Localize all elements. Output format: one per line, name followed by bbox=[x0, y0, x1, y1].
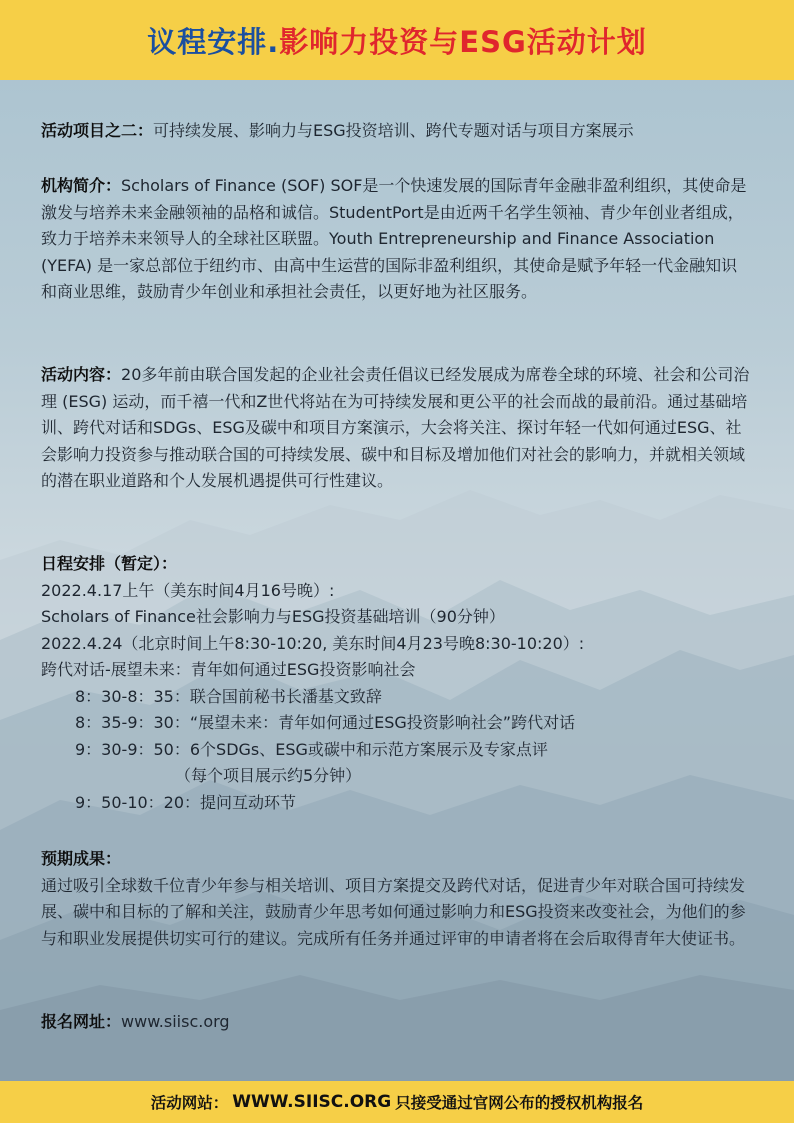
content-section bbox=[41, 362, 753, 495]
outcome-text: 通过吸引全球数千位青少年参与相关培训、项目方案提交及跨代对话，促进青少年对联合国可持续发展、碳中和目标的了解和关注，鼓励青少年思考如何通过影响力和ESG投资来改变社会，为他们的参与和职业发展提供切实可行的建议。完成所有任务并通过评审的申请者将在会后取得青年大使证书。 bbox=[41, 875, 746, 948]
registration-section bbox=[41, 1009, 753, 1036]
schedule-line: 2022.4.24（北京时间上午8:30-10:20, 美东时间4月23号晚8:30-10:20）: bbox=[41, 633, 585, 653]
schedule-line: Scholars of Finance社会影响力与ESG投资基础培训（90分钟） bbox=[41, 607, 505, 626]
schedule-item-note: （每个项目展示约5分钟） bbox=[175, 766, 362, 785]
schedule-label: 日程安排（暂定）： bbox=[41, 554, 178, 573]
footer-notice: 只接受通过官网公布的授权机构报名 bbox=[395, 1094, 644, 1112]
intro-text: Scholars of Finance (SOF) SOF是一个快速发展的国际青年金融非盈利组织，其使命是激发与培养未来金融领袖的品格和诚信。StudentPort是由近两千名学生领袖、青少年创业者组成，致力于培养未来领导人的全球社区联盟。Youth Entrepreneurship and Finance Association (YEFA) 是一家总部位于纽约市、由高中生运营的国际非盈利组织，其使命是赋予年轻一代金融知识和商业思维，鼓励青少年创业和承担社会责任，以更好地为社区服务。 bbox=[41, 176, 747, 301]
content-text: 20多年前由联合国发起的企业社会责任倡议已经发展成为席卷全球的环境、社会和公司治理 (ESG) 运动，而千禧一代和Z世代将站在为可持续发展和更公平的社会而战的最前沿。通过基础培训、跨代对话和SDGs、ESG及碳中和项目方案演示，大会将关注、探讨年轻一代如何通过ESG、社会影响力投资参与推动联合国的可持续发展、碳中和目标及增加他们对社会的影响力，并就相关领域的潜在职业道路和个人发展机遇提供可行性建议。 bbox=[41, 365, 750, 490]
schedule-item: 8：30-8：35：联合国前秘书长潘基文致辞 bbox=[75, 686, 382, 706]
project-section bbox=[41, 118, 753, 145]
content-label: 活动内容： bbox=[41, 365, 122, 384]
outcome-section bbox=[41, 846, 753, 952]
title-banner bbox=[0, 0, 794, 80]
footer-website-link[interactable]: WWW.SIISC.ORG bbox=[232, 1092, 392, 1112]
footer-prefix: 活动网站： bbox=[150, 1094, 229, 1112]
registration-url[interactable]: www.siisc.org bbox=[121, 1012, 230, 1031]
footer-banner bbox=[0, 1081, 794, 1123]
schedule-item: 9：50-10：20：提问互动环节 bbox=[75, 792, 297, 812]
schedule-line: 跨代对话-展望未来：青年如何通过ESG投资影响社会 bbox=[41, 660, 416, 679]
intro-label: 机构简介： bbox=[41, 176, 122, 195]
project-text: 可持续发展、影响力与ESG投资培训、跨代专题对话与项目方案展示 bbox=[153, 121, 634, 140]
title-agenda: 议程安排. bbox=[147, 24, 280, 59]
title-event-plan: 影响力投资与ESG活动计划 bbox=[279, 24, 647, 59]
schedule-section bbox=[41, 551, 753, 816]
project-label: 活动项目之二： bbox=[41, 121, 154, 140]
intro-section bbox=[41, 173, 753, 306]
schedule-item: 9：30-9：50：6个SDGs、ESG或碳中和示范方案展示及专家点评 bbox=[75, 739, 548, 759]
schedule-item: 8：35-9：30：“展望未来：青年如何通过ESG投资影响社会”跨代对话 bbox=[75, 713, 576, 732]
registration-label: 报名网址： bbox=[41, 1012, 122, 1031]
outcome-label: 预期成果： bbox=[41, 849, 122, 868]
schedule-line: 2022.4.17上午（美东时间4月16号晚）: bbox=[41, 580, 335, 600]
